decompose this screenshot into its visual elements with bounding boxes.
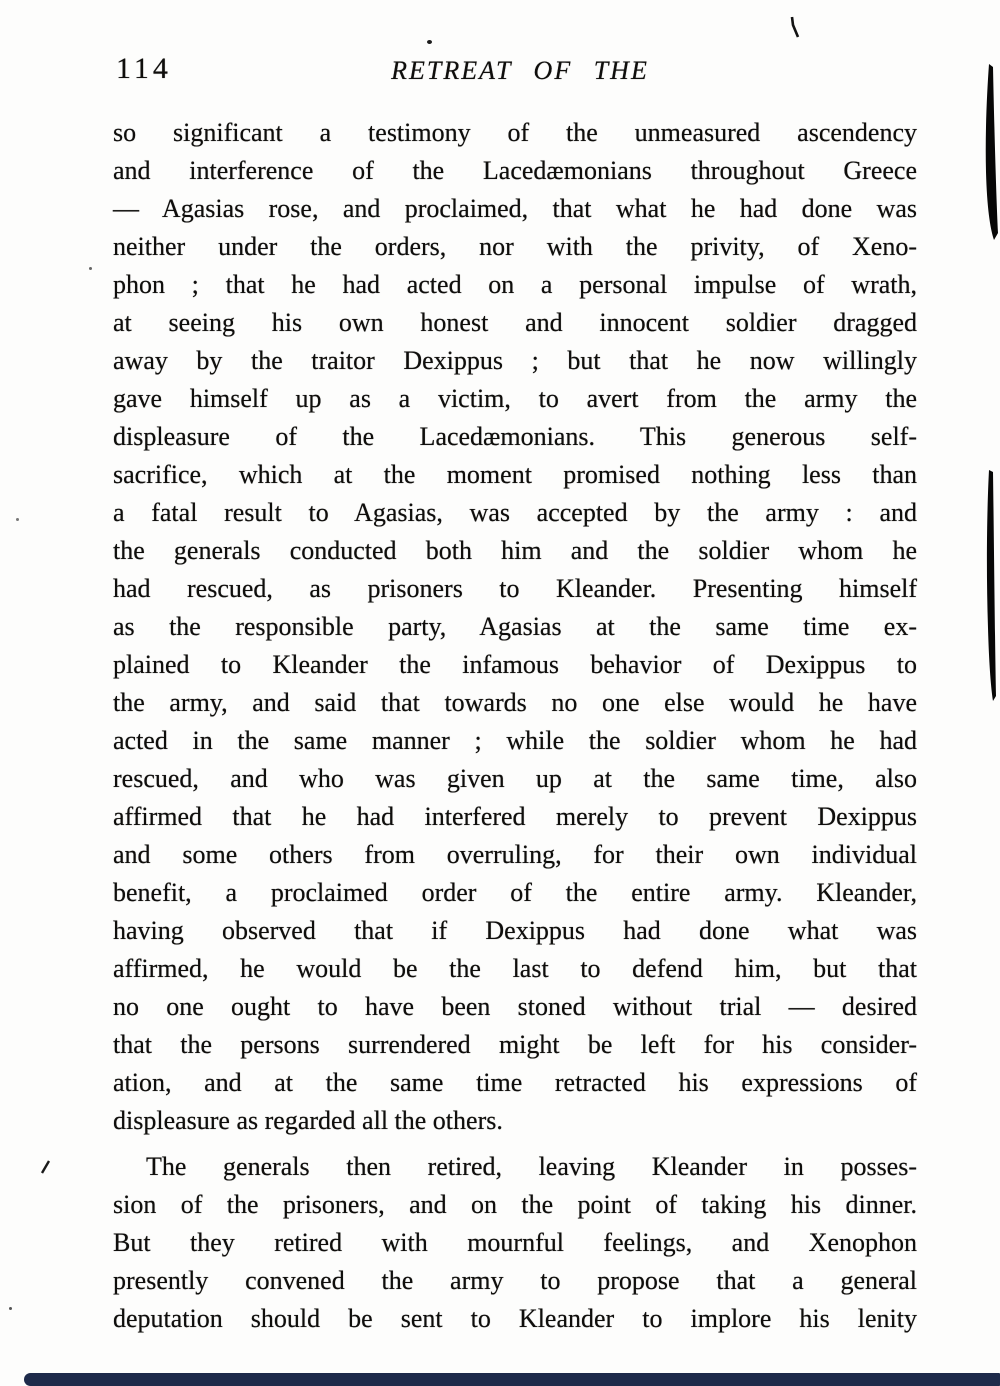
text-line: phon ; that he had acted on a personal impulse of wrath, bbox=[113, 270, 917, 299]
text-line: plained to Kleander the infamous behavior of Dexippus to bbox=[113, 650, 917, 679]
scan-artifact-right-middle bbox=[983, 468, 999, 706]
ink-speck bbox=[9, 1307, 12, 1310]
text-line: But they retired with mournful feelings, and Xenophon bbox=[113, 1228, 917, 1257]
text-line: deputation should be sent to Kleander to implore his lenity bbox=[113, 1304, 917, 1333]
ink-speck bbox=[427, 40, 432, 44]
text-line: ation, and at the same time retracted his expressions of bbox=[113, 1068, 917, 1097]
text-line: the army, and said that towards no one else would he have bbox=[113, 688, 917, 717]
text-line: The generals then retired, leaving Kleander in posses- bbox=[146, 1152, 917, 1181]
text-line: rescued, and who was given up at the same time, also bbox=[113, 764, 917, 793]
scan-artifact-right-top bbox=[982, 62, 1000, 244]
ink-mark-left-margin bbox=[39, 1158, 53, 1176]
text-line: at seeing his own honest and innocent soldier dragged bbox=[113, 308, 917, 337]
text-line: affirmed that he had interfered merely to prevent Dexippus bbox=[113, 802, 917, 831]
text-line: presently convened the army to propose that a general bbox=[113, 1266, 917, 1295]
paragraph bbox=[113, 114, 917, 1140]
text-line: displeasure as regarded all the others. bbox=[113, 1106, 503, 1135]
ink-speck bbox=[16, 518, 19, 521]
text-line: displeasure of the Lacedæmonians. This generous self- bbox=[113, 422, 917, 451]
text-line: so significant a testimony of the unmeasured ascendency bbox=[113, 118, 917, 147]
text-line: no one ought to have been stoned without trial — desired bbox=[113, 992, 917, 1021]
text-line: and interference of the Lacedæmonians throughout Greece bbox=[113, 156, 917, 185]
text-line: had rescued, as prisoners to Kleander. Presenting himself bbox=[113, 574, 917, 603]
paragraph bbox=[113, 1148, 917, 1338]
text-line: sion of the prisoners, and on the point of taking his dinner. bbox=[113, 1190, 917, 1219]
text-line: sacrifice, which at the moment promised nothing less than bbox=[113, 460, 917, 489]
text-line: benefit, a proclaimed order of the entire army. Kleander, bbox=[113, 878, 917, 907]
text-line: away by the traitor Dexippus ; but that he now willingly bbox=[113, 346, 917, 375]
page-body bbox=[113, 114, 917, 1338]
text-line: acted in the same manner ; while the soldier whom he had bbox=[113, 726, 917, 755]
text-line: — Agasias rose, and proclaimed, that what he had done was bbox=[113, 194, 917, 223]
text-line: the generals conducted both him and the soldier whom he bbox=[113, 536, 917, 565]
text-line: neither under the orders, nor with the privity, of Xeno- bbox=[113, 232, 917, 261]
ink-speck bbox=[89, 267, 92, 270]
text-line: that the persons surrendered might be left for his consider- bbox=[113, 1030, 917, 1059]
page-number: 114 bbox=[116, 52, 172, 85]
text-line: gave himself up as a victim, to avert from the army the bbox=[113, 384, 917, 413]
text-line: affirmed, he would be the last to defend him, but that bbox=[113, 954, 917, 983]
text-line: and some others from overruling, for their own individual bbox=[113, 840, 917, 869]
text-line: a fatal result to Agasias, was accepted by the army : and bbox=[113, 498, 917, 527]
text-line: having observed that if Dexippus had done what was bbox=[113, 916, 917, 945]
scan-edge-bottom-bar bbox=[24, 1373, 1000, 1386]
ink-mark-top-right bbox=[788, 15, 802, 41]
text-line: as the responsible party, Agasias at the same time ex- bbox=[113, 612, 917, 641]
running-header: RETREAT OF THE bbox=[391, 56, 649, 85]
